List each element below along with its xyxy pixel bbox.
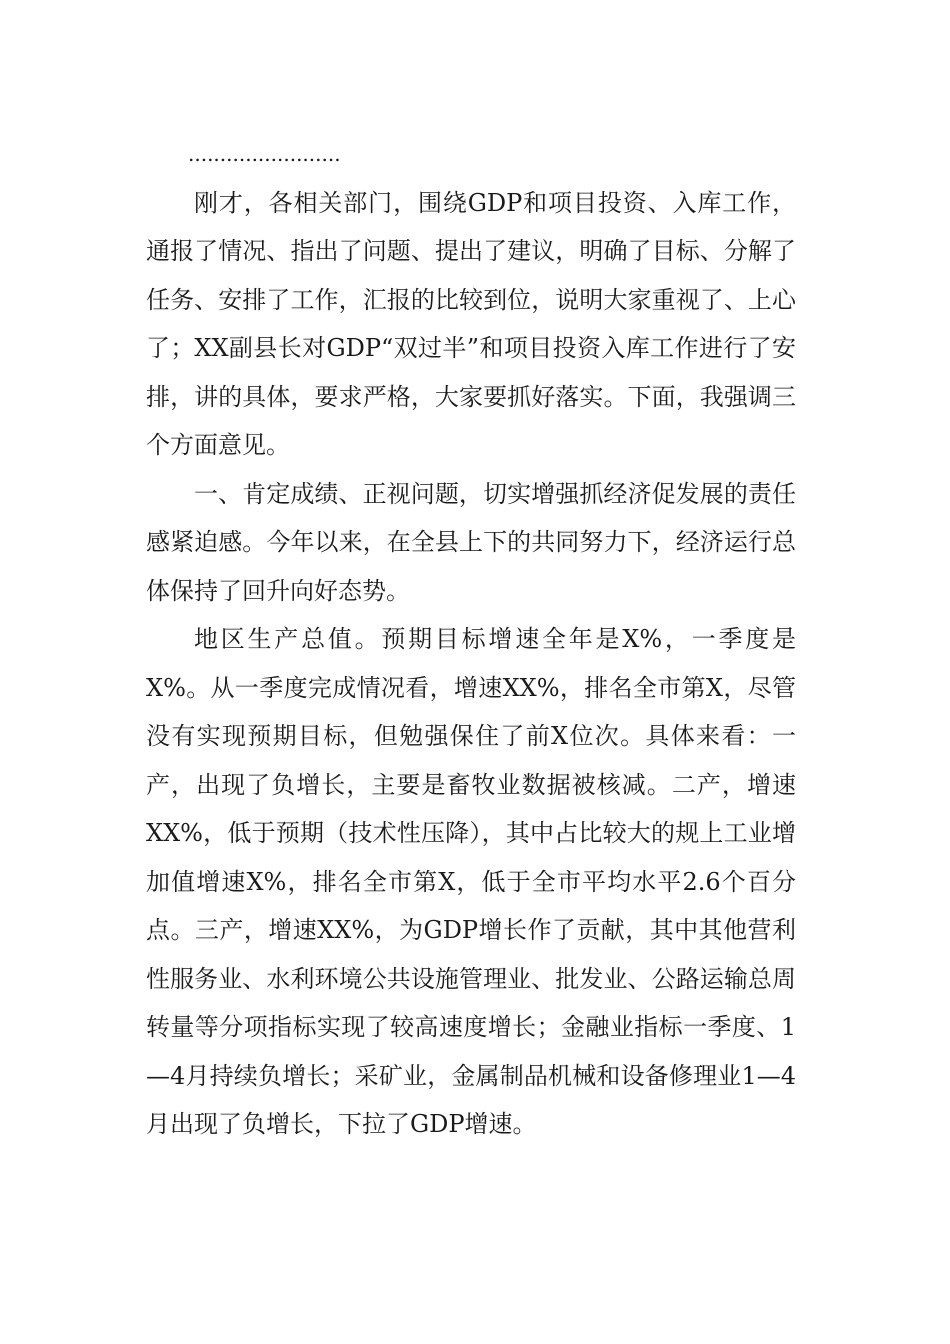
paragraph-opening: 刚才，各相关部门，围绕GDP和项目投资、入库工作，通报了情况、指出了问题、提出了建议，明确了目标、分解了任务、安排了工作，汇报的比较到位，说明大家重视了、上心了；XX副县长对GDP“双过半”和项目投资入库工作进行了安排，讲的具体，要求严格，大家要抓好落实。下面，我强调三个方面意见。 [146,188,796,459]
leading-ellipsis: ........................ [188,142,341,166]
paragraph-gdp: 地区生产总值。预期目标增速全年是X%，一季度是X%。从一季度完成情况看，增速XX%，排名全市第X，尽管没有实现预期目标，但勉强保住了前X位次。具体来看：一产，出现了负增长，主要是畜牧业数据被核减。二产，增速XX%，低于预期（技术性压降），其中占比较大的规上工业增加值增速X%，排名全市第X，低于全市平均水平2.6个百分点。三产，增速XX%，为GDP增长作了贡献，其中其他营利性服务业、水利环境公共设施管理业、批发业、公路运输总周转量等分项指标实现了较高速度增长；金融业指标一季度、1—4月持续负增长；采矿业，金属制品机械和设备修理业1—4月出现了负增长，下拉了GDP增速。 [146,625,796,1138]
document-body [146,130,796,1149]
paragraph-section-one: 一、肯定成绩、正视问题，切实增强抓经济促发展的责任感紧迫感。今年以来，在全县上下的共同努力下，经济运行总体保持了回升向好态势。 [146,479,796,605]
